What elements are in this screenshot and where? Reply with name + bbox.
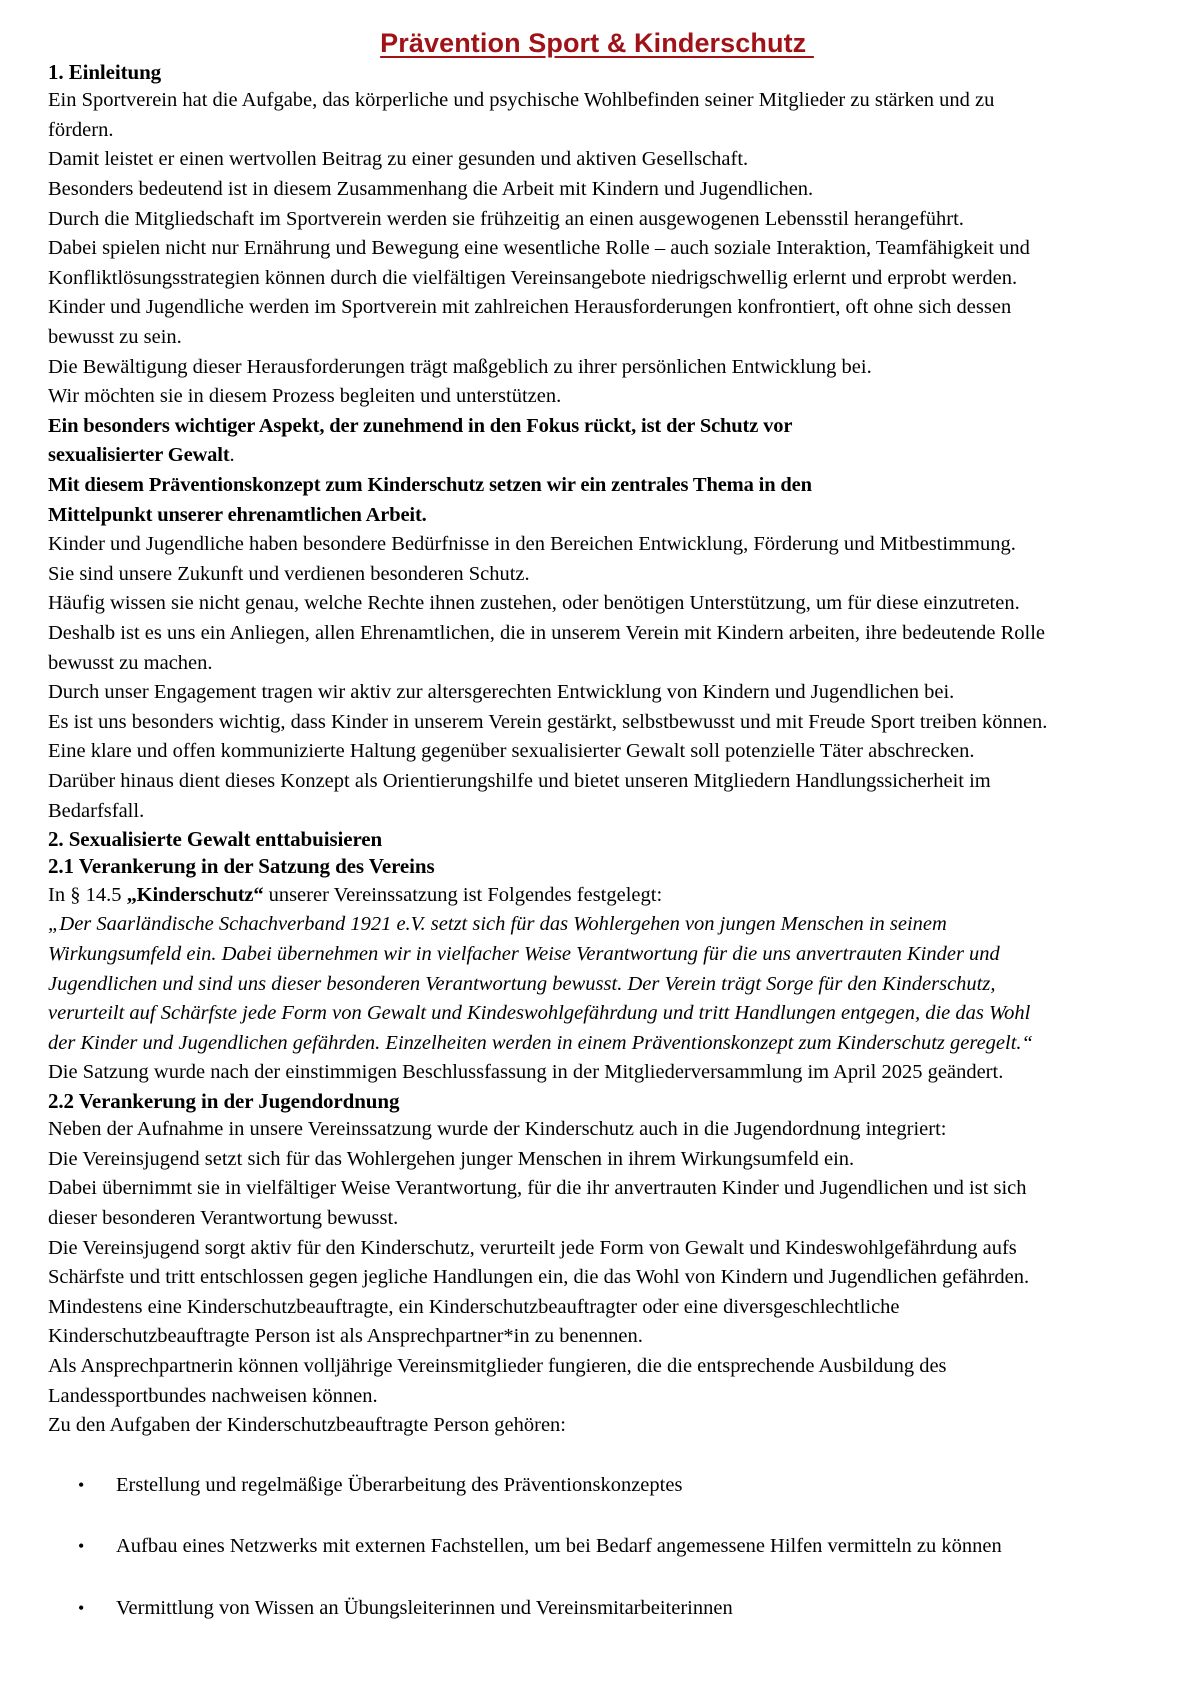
text-line: Bedarfsfall. <box>48 799 145 822</box>
list-item <box>48 1532 1146 1562</box>
text-line: Schärfste und tritt entschlossen gegen jegliche Handlungen ein, die das Wohl von Kindern und Jugendlichen gefährden. <box>48 1266 1030 1289</box>
quote-line: Wirkungsumfeld ein. Dabei übernehmen wir in vielfacher Weise Verantwortung für die uns anvertrauten Kinder und <box>48 942 1000 965</box>
text-line: Kinder und Jugendliche werden im Sportverein mit zahlreichen Herausforderungen konfrontiert, oft ohne sich dessen <box>48 296 1012 319</box>
text-line: Eine klare und offen kommunizierte Haltung gegenüber sexualisierter Gewalt soll potenzielle Täter abschrecken. <box>48 740 975 763</box>
text-line: Wir möchten sie in diesem Prozess begleiten und unterstützen. <box>48 385 562 408</box>
text-line: Dabei spielen nicht nur Ernährung und Bewegung eine wesentliche Rolle – auch soziale Interaktion, Teamfähigkeit und <box>48 237 1030 260</box>
sentence-period: . <box>229 444 235 467</box>
text-line-bold <box>48 501 1146 531</box>
text-line: bewusst zu machen. <box>48 651 213 674</box>
list-item-label: Vermittlung von Wissen an Übungsleiterinnen und Vereinsmitarbeiterinnen <box>116 1596 733 1619</box>
bullet-icon: • <box>78 1474 85 1495</box>
blockquote-satzung <box>48 910 1146 1058</box>
text-line: Sie sind unsere Zukunft und verdienen besonderen Schutz. <box>48 562 530 585</box>
text-line: Darüber hinaus dient dieses Konzept als Orientierungshilfe und bietet unseren Mitgliedern Handlungssicherheit im <box>48 769 991 792</box>
text-line: Besonders bedeutend ist in diesem Zusammenhang die Arbeit mit Kindern und Jugendlichen. <box>48 178 814 201</box>
quote-line: der Kinder und Jugendlichen gefährden. Einzelheiten werden in einem Präventionskonzept zum Kinderschutz geregelt.“ <box>48 1031 1033 1054</box>
bold-text: sexualisierter Gewalt <box>48 444 230 467</box>
text-line: Kinder und Jugendliche haben besondere Bedürfnisse in den Bereichen Entwicklung, Förderung und Mitbestimmung. <box>48 533 1016 556</box>
text-line: Deshalb ist es uns ein Anliegen, allen Ehrenamtlichen, die in unserem Verein mit Kindern arbeiten, ihre bedeutende Rolle <box>48 621 1045 644</box>
text-line: Damit leistet er einen wertvollen Beitrag zu einer gesunden und aktiven Gesellschaft. <box>48 148 749 171</box>
paragraph-introduction <box>48 86 1146 412</box>
text-fragment: unserer Vereinssatzung ist Folgendes festgelegt: <box>263 883 663 906</box>
heading-section-1: 1. Einleitung <box>48 60 162 84</box>
text-line: fördern. <box>48 118 114 141</box>
bold-text: Mit diesem Präventionskonzept zum Kinderschutz setzen wir ein zentrales Thema in den <box>48 474 812 497</box>
paragraph-introduction-continued <box>48 530 1146 826</box>
text-line-bold <box>48 441 1146 471</box>
bold-text: Ein besonders wichtiger Aspekt, der zunehmend in den Fokus rückt, ist der Schutz vor <box>48 414 793 437</box>
paragraph-emphasis-block <box>48 412 1146 530</box>
heading-section-2-1: 2.1 Verankerung in der Satzung des Vereins <box>48 854 435 879</box>
text-line-bold <box>48 471 1146 501</box>
heading-section-2-2: 2.2 Verankerung in der Jugendordnung <box>48 1088 400 1113</box>
text-line: Dabei übernimmt sie in vielfältiger Weise Verantwortung, für die ihr anvertrauten Kinder und Jugendlichen und ist sich <box>48 1177 1027 1200</box>
bullet-icon: • <box>78 1597 85 1618</box>
list-item <box>48 1471 1146 1501</box>
text-line: Konfliktlösungsstrategien können durch die vielfältigen Vereinsangebote niedrigschwellig erlernt und erprobt werden. <box>48 266 1018 289</box>
text-line: Kinderschutzbeauftragte Person ist als Ansprechpartner*in zu benennen. <box>48 1325 643 1348</box>
text-line: Häufig wissen sie nicht genau, welche Rechte ihnen zustehen, oder benötigen Unterstützung, um für diese einzutreten. <box>48 592 1020 615</box>
quote-line: verurteilt auf Schärfste jede Form von Gewalt und Kindeswohlgefährdung und tritt Handlungen entgegen, die das Wohl <box>48 1002 1031 1025</box>
text-line: Landessportbundes nachweisen können. <box>48 1384 378 1407</box>
text-line: Als Ansprechpartnerin können volljährige Vereinsmitglieder fungieren, die die entsprechende Ausbildung des <box>48 1354 947 1377</box>
quote-line: Jugendlichen und sind uns dieser besonderen Verantwortung bewusst. Der Verein trägt Sorge für den Kinderschutz, <box>48 972 996 995</box>
text-line: Durch unser Engagement tragen wir aktiv zur altersgerechten Entwicklung von Kindern und Jugendlichen bei. <box>48 681 955 704</box>
bold-text: Mittelpunkt unserer ehrenamtlichen Arbeit. <box>48 503 427 526</box>
text-line: Mindestens eine Kinderschutzbeauftragte, ein Kinderschutzbeauftragter oder eine diversgeschlechtliche <box>48 1295 900 1318</box>
text-line: Es ist uns besonders wichtig, dass Kinder in unserem Verein gestärkt, selbstbewusst und mit Freude Sport treiben können. <box>48 710 1048 733</box>
bold-text-kinderschutz: „Kinderschutz“ <box>126 883 264 906</box>
text-line: bewusst zu sein. <box>48 326 182 349</box>
text-line: Die Vereinsjugend setzt sich für das Wohlergehen junger Menschen in ihrem Wirkungsumfeld ein. <box>48 1147 855 1170</box>
task-list <box>48 1471 1146 1624</box>
text-line: Die Bewältigung dieser Herausforderungen trägt maßgeblich zu ihrer persönlichen Entwicklung bei. <box>48 355 872 378</box>
text-line: Neben der Aufnahme in unsere Vereinssatzung wurde der Kinderschutz auch in die Jugendordnung integriert: <box>48 1118 947 1141</box>
text-line: Durch die Mitgliedschaft im Sportverein werden sie frühzeitig an einen ausgewogenen Lebensstil herangeführt. <box>48 207 964 230</box>
text-line: dieser besonderen Verantwortung bewusst. <box>48 1206 399 1229</box>
list-item-label: Aufbau eines Netzwerks mit externen Fachstellen, um bei Bedarf angemessene Hilfen vermitteln zu können <box>116 1535 1002 1558</box>
page-title: Prävention Sport & Kinderschutz <box>380 28 814 58</box>
text-line: Ein Sportverein hat die Aufgabe, das körperliche und psychische Wohlbefinden seiner Mitglieder zu stärken und zu <box>48 89 995 112</box>
paragraph-satzung-note: Die Satzung wurde nach der einstimmigen Beschlussfassung in der Mitgliederversammlung im April 2025 geändert. <box>48 1061 1004 1084</box>
paragraph-satzung-intro <box>48 881 1146 911</box>
text-line-bold <box>48 412 1146 442</box>
text-line: Die Vereinsjugend sorgt aktiv für den Kinderschutz, verurteilt jede Form von Gewalt und Kindeswohlgefährdung aufs <box>48 1236 1017 1259</box>
text-fragment: In § 14.5 <box>48 883 127 906</box>
text-line: Zu den Aufgaben der Kinderschutzbeauftragte Person gehören: <box>48 1414 567 1437</box>
list-item-label: Erstellung und regelmäßige Überarbeitung des Präventionskonzeptes <box>116 1473 683 1496</box>
list-item <box>48 1594 1146 1624</box>
quote-line: „Der Saarländische Schachverband 1921 e.V. setzt sich für das Wohlergehen von jungen Menschen in seinem <box>48 913 947 936</box>
bullet-icon: • <box>78 1536 85 1557</box>
paragraph-jugendordnung <box>48 1115 1146 1441</box>
heading-section-2: 2. Sexualisierte Gewalt enttabuisieren <box>48 827 383 852</box>
document-content <box>48 0 1146 1624</box>
